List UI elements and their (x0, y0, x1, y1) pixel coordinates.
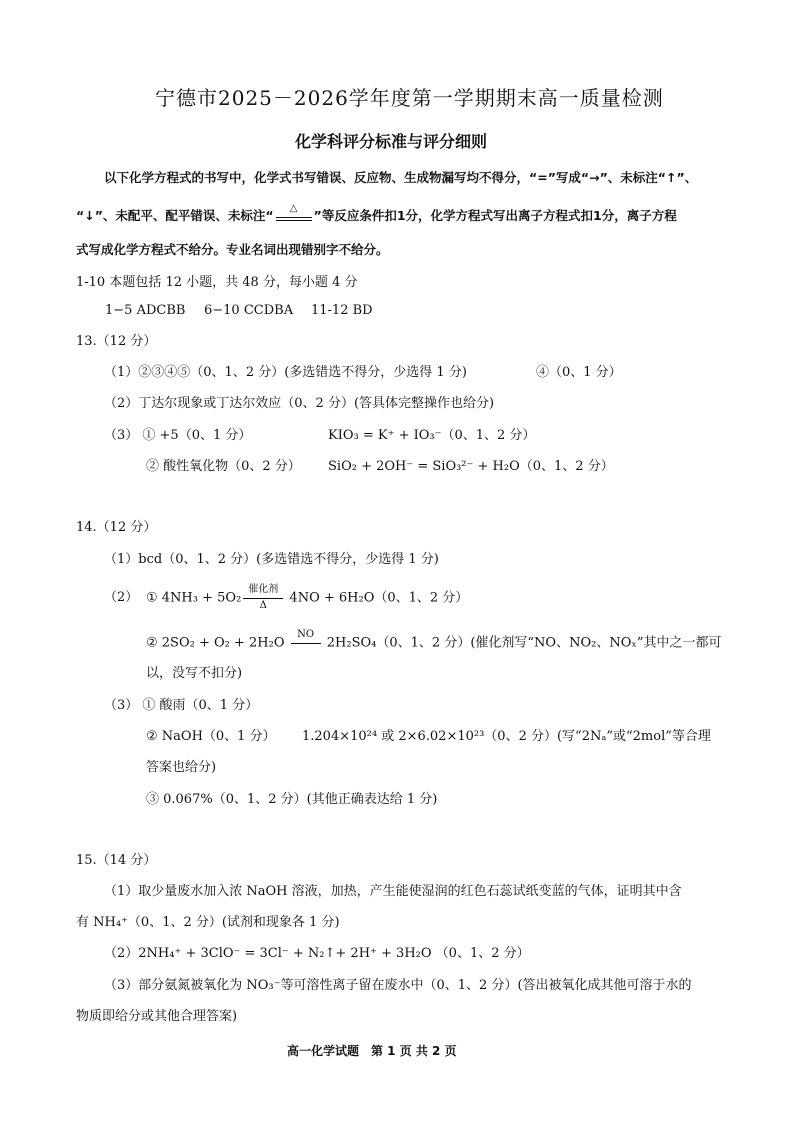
no-catalyst-label: NO (297, 629, 315, 640)
q13-part3c: ② 酸性氧化物（0、2 分） (146, 459, 301, 474)
intro-line-2b: ”等反应条件扣1分，化学方程式写出离子方程式扣1分，离子方程 (313, 208, 677, 223)
heating-triangle: △ (289, 202, 298, 214)
q14-part3b-left: ② NaOH（0、1 分） (146, 729, 276, 744)
q15-part3: （3）部分氨氮被氧化为 NO₃⁻等可溶性离子留在废水中（0、1、2 分）(答出被氧化成其他可溶于水的 (104, 978, 692, 993)
q13-part2: （2）丁达尔现象或丁达尔效应（0、2 分）(答具体完整操作也给分) (104, 396, 495, 411)
q14-part2b-cont: 以，没写不扣分) (146, 666, 243, 681)
no-catalyst-condition (289, 629, 323, 653)
heat-label: Δ (259, 600, 267, 611)
answers-6-10: 6−10 CCDBA (204, 303, 294, 318)
q13-part1b: ④（0、1 分） (536, 365, 622, 380)
q13-part3b: KIO₃ = K⁺ + IO₃⁻（0、1、2 分） (328, 428, 536, 443)
page-subtitle: 化学科评分标准与评分细则 (295, 132, 488, 151)
q13-part3d: SiO₂ + 2OH⁻ = SiO₃²⁻ + H₂O（0、1、2 分） (328, 459, 614, 474)
page-title: 宁德市2025－2026学年度第一学期期末高一质量检测 (155, 86, 664, 110)
answers-1-5: 1−5 ADCBB (105, 303, 186, 318)
page-footer: 高一化学试题 第 1 页 共 2 页 (287, 1044, 457, 1058)
catalyst-label: 催化剂 (248, 584, 279, 595)
q15-part2: （2）2NH₄⁺ + 3ClO⁻ = 3Cl⁻ + N₂↑+ 2H⁺ + 3H₂O （0、1、2 分） (104, 946, 530, 961)
intro-line-3: 式写成化学方程式不给分。专业名词出现错别字不给分。 (76, 242, 389, 257)
section1-header: 1-10 本题包括 12 小题，共 48 分，每小题 4 分 (76, 275, 358, 290)
q14-part2b (146, 629, 722, 654)
q14-header: 14.（12 分） (76, 520, 157, 535)
q14-part3a: （3） ① 酸雨（0、1 分） (104, 698, 259, 713)
intro-line-2 (76, 202, 677, 227)
intro-line-2a: “↓”、未配平、配平错误、未标注“ (76, 208, 274, 223)
q13-header: 13.（12 分） (76, 334, 157, 349)
q15-part1: （1）取少量废水加入浓 NaOH 溶液，加热，产生能使湿润的红色石蕊试纸变蓝的气体，证明其中含 (104, 884, 682, 899)
q15-header: 15.（14 分） (76, 853, 157, 868)
q14-part3b-right: 1.204×10²⁴ 或 2×6.02×10²³（0、2 分）(写“2Nₐ”或“2mol”等合理 (302, 729, 711, 744)
q14-2a-products: 4NO + 6H₂O（0、1、2 分） (289, 590, 469, 606)
q15-part1-cont: 有 NH₄⁺（0、1、2 分）(试剂和现象各 1 分) (76, 915, 340, 930)
q14-2b-products: 2H₂SO₄（0、1、2 分）(催化剂写“NO、NO₂、NOₓ”其中之一都可 (326, 635, 722, 651)
q14-part2a (146, 584, 469, 611)
q14-part1: （1）bcd（0、1、2 分）(多选错选不得分，少选得 1 分) (104, 552, 439, 567)
q13-part3a: （3） ① +5（0、1 分） (104, 428, 252, 443)
q14-part3c: ③ 0.067%（0、1、2 分）(其他正确表达给 1 分) (146, 792, 438, 807)
q15-part3-cont: 物质即给分或其他合理答案) (76, 1009, 238, 1024)
heating-condition-symbol (274, 202, 314, 227)
answers-11-12: 11-12 BD (311, 303, 373, 318)
q14-part3b-cont: 答案也给分) (146, 760, 217, 775)
intro-line-1: 以下化学方程式的书写中，化学式书写错误、反应物、生成物漏写均不得分，“=”写成“→”、未标注“↑”、 (104, 170, 698, 185)
q13-part1a: （1）②③④⑤（0、1、2 分）(多选错选不得分，少选得 1 分) (104, 365, 467, 380)
q14-part2-label: （2） (104, 590, 139, 605)
catalyst-condition (241, 584, 285, 611)
q14-2b-reactants: ② 2SO₂ + O₂ + 2H₂O (146, 635, 285, 651)
q14-2a-reactants: ① 4NH₃ + 5O₂ (146, 590, 242, 606)
